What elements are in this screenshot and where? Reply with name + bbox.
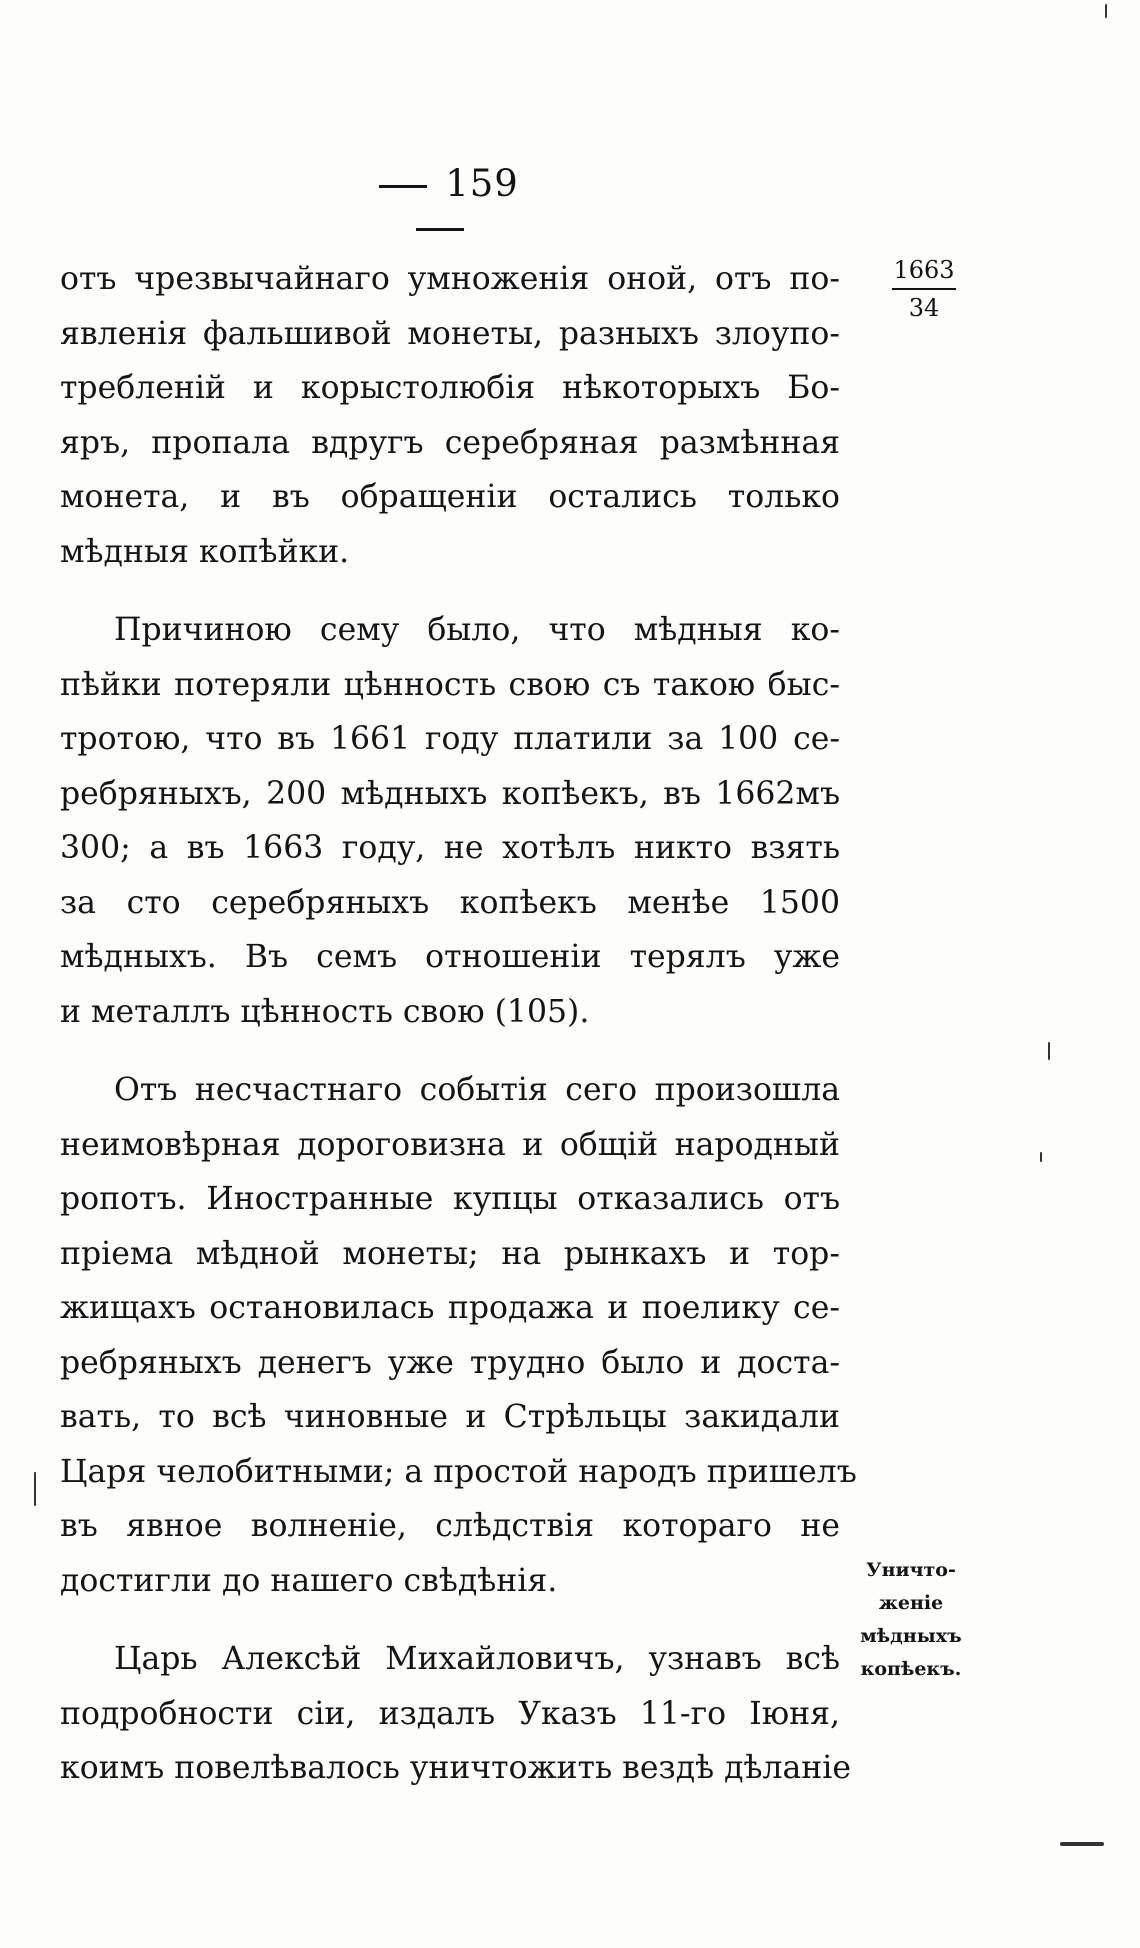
paragraph: [60, 1063, 857, 1608]
paragraph: [60, 1632, 851, 1796]
text-line: ропотъ. Иностранные купцы отказались отъ: [60, 1181, 840, 1217]
paragraph-gap: [60, 579, 840, 603]
text-line: пріема мѣдной монеты; на рынкахъ и тор-: [60, 1235, 840, 1272]
paragraph: [60, 603, 840, 1039]
margin-note-line: мѣдныхъ: [860, 1625, 962, 1647]
text-line: яръ, пропала вдругъ серебряная размѣнная: [60, 424, 840, 461]
body-text: [60, 252, 857, 1796]
text-line: за сто серебряныхъ копѣекъ менѣе 1500: [60, 884, 840, 921]
paragraph: [60, 252, 840, 579]
margin-note-line: Уничто-: [866, 1559, 956, 1581]
text-line: 300; а въ 1663 году, не хотѣлъ никто взять: [60, 830, 840, 866]
text-line: тротою, что въ 1661 году платили за 100 се-: [60, 721, 840, 757]
text-line: въ явное волненіе, слѣдствія котораго не: [60, 1508, 840, 1544]
print-speck: [1040, 1152, 1042, 1162]
print-speck: [34, 1472, 36, 1506]
print-speck: [1048, 1042, 1050, 1060]
text-line: Отъ несчастнаго событія сего произошла: [114, 1072, 840, 1108]
text-line: Царь Алексѣй Михайловичъ, узнавъ всѣ: [114, 1641, 840, 1677]
print-speck: [1060, 1842, 1104, 1846]
text-line: Царя челобитными; а простой народъ пришелъ: [60, 1453, 857, 1490]
text-line: и металлъ цѣнность свою (105).: [60, 993, 590, 1030]
text-line: ребряныхъ денегъ уже трудно было и доста-: [60, 1344, 840, 1381]
text-line: требленій и корыстолюбія нѣкоторыхъ Бо-: [60, 370, 840, 406]
margin-note-line: женіе: [878, 1592, 944, 1614]
paragraph-gap: [60, 1608, 840, 1632]
text-line: явленія фальшивой монеты, разныхъ злоупо-: [60, 315, 840, 352]
text-line: достигли до нашего свѣдѣнія.: [60, 1562, 558, 1599]
margin-year-note: [888, 254, 960, 324]
text-line: мѣдныхъ. Въ семъ отношеніи терялъ уже: [60, 939, 840, 975]
page-number: 159: [445, 162, 519, 205]
text-line: коимъ повелѣвалось уничтожить вездѣ дѣланіе: [60, 1750, 851, 1786]
margin-year-rule: [892, 288, 956, 290]
text-line: монета, и въ обращеніи остались только: [60, 479, 840, 515]
header-dash-right: [416, 228, 464, 231]
margin-note: [846, 1554, 976, 1686]
text-line: Причиною сему было, что мѣдныя ко-: [114, 612, 840, 648]
print-speck: [1105, 4, 1107, 18]
margin-year-bottom: 34: [908, 294, 940, 322]
text-line: неимовѣрная дороговизна и общій народный: [60, 1126, 840, 1163]
header-dash-left: [379, 185, 427, 188]
page-header: [320, 162, 560, 248]
paragraph-gap: [60, 1039, 840, 1063]
text-line: мѣдныя копѣйки.: [60, 533, 350, 570]
text-line: подробности сіи, издалъ Указъ 11-го Іюня,: [60, 1695, 840, 1732]
text-line: жищахъ остановилась продажа и поелику се-: [60, 1290, 840, 1326]
text-line: отъ чрезвычайнаго умноженія оной, отъ по-: [60, 261, 840, 297]
text-line: вать, то всѣ чиновные и Стрѣльцы закидали: [60, 1399, 840, 1435]
margin-note-line: копѣекъ.: [860, 1658, 962, 1680]
margin-year-top: 1663: [893, 256, 955, 284]
text-line: пѣйки потеряли цѣнность свою съ такою быс-: [60, 666, 840, 703]
text-line: ребряныхъ, 200 мѣдныхъ копѣекъ, въ 1662мъ: [60, 775, 840, 812]
